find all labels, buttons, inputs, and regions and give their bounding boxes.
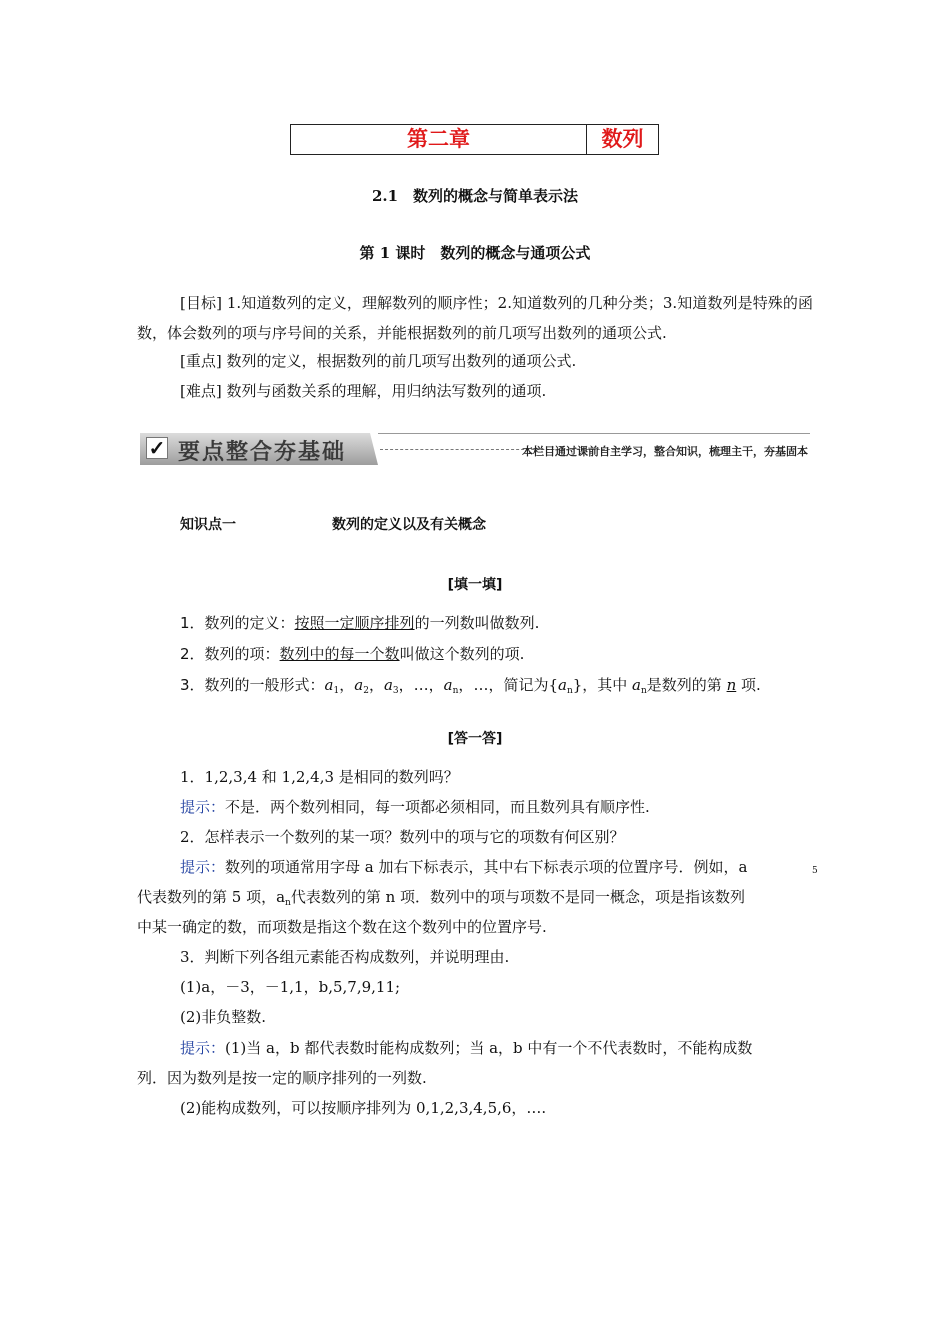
seq-sub-3: 3 [392,686,399,696]
seq-sub-1: 1 [333,686,340,696]
hint-label: 提示： [180,1039,226,1057]
fill-item-3-mid3: 是数列的第 [646,676,727,694]
knowledge-point-label: 知识点一 [180,517,236,533]
fill-item-3-mid2: }，其中 [572,676,633,694]
fill-item-3 [180,674,761,696]
goal-text: 1.知道数列的定义，理解数列的顺序性；2.知道数列的几种分类；3.知道数列是特殊的函数，体会数列的项与序号间的关系，并能根据数列的前几项写出数列的通项公式. [137,294,813,342]
answer-3-line-1 [180,1037,752,1058]
section-title: 2.1 数列的概念与简单表示法 [371,187,579,205]
subscript-n: n [285,898,291,908]
key-text: 数列的定义，根据数列的前几项写出数列的通项公式. [221,352,577,370]
banner-title: 要点整合夯基础 [178,440,347,465]
seq-a: a [557,676,567,694]
chapter-number: 第二章 [291,125,587,154]
fill-item-2-suffix: 叫做这个数列的项. [399,645,525,663]
seq-a: a [632,676,641,694]
fill-item-3-suffix: 项. [736,676,761,694]
seq-a: a [443,676,453,694]
answer-2-line-2-text: 代表数列的第 5 项，a [137,888,286,906]
answer-2-sub5 [812,856,818,876]
fill-item-3-answer: n [726,676,737,694]
key-point-line [137,346,813,376]
hint-label: 提示： [180,798,226,816]
fill-item-1-answer: 按照一定顺序排列 [294,614,415,632]
seq-dots: … [413,676,429,694]
section-banner [140,433,810,465]
seq-sub-n: n [566,686,573,696]
hard-label: [难点] [180,382,222,400]
answer-2-line-2b-text: 代表数列的第 n 项．数列中的项与项数不是同一概念，项是指该数列 [290,888,746,906]
seq-dots: … [473,676,489,694]
lesson-title: 第 1 课时 数列的概念与通项公式 [359,244,591,262]
seq-sep: ， [398,676,414,694]
seq-sub-2: 2 [363,686,369,696]
answer-2-line-3: 中某一确定的数，而项数是指这个数在这个数列中的位置序号. [137,918,547,936]
fill-item-1-prefix: 1．数列的定义： [180,614,295,632]
chapter-header-box [290,124,659,155]
seq-sub-n: n [641,686,647,696]
fill-item-3-prefix: 3．数列的一般形式： [180,676,325,694]
question-3-part-2: (2)非负整数. [180,1008,267,1026]
seq-sub-n: n [452,686,459,696]
chapter-title: 数列 [601,127,644,151]
banner-rule [378,433,810,434]
seq-sep: ， [458,676,474,694]
answer-2-line-1 [180,856,747,877]
hint-label: 提示： [180,858,226,876]
answer-2-line-2 [137,886,745,908]
seq-sep: ， [368,676,384,694]
fill-item-3-mid: ，简记为{ [488,676,558,694]
difficulty-line [137,376,813,406]
subscript-5: 5 [812,866,818,876]
answer-1 [180,796,650,817]
answer-3-line-3: (2)能构成数列，可以按顺序排列为 0,1,2,3,4,5,6，…. [180,1099,547,1117]
checkmark-icon: ✓ [146,437,168,459]
key-label: [重点] [180,352,222,370]
banner-note: 本栏目通过课前自主学习，整合知识，梳理主干，夯基固本 [522,445,808,458]
fill-item-1-suffix: 的一列数叫做数列. [414,614,540,632]
answer-2-line-1-text: 数列的项通常用字母 a 加右下标表示，其中右下标表示项的位置序号．例如，a [225,858,748,876]
question-3-part-1: (1)a，－3，－1,1，b,5,7,9,11; [180,978,401,996]
seq-a: a [324,676,334,694]
answer-3-line-1-text: (1)当 a，b 都代表数时能构成数列；当 a，b 中有一个不代表数时，不能构成数 [225,1039,753,1057]
fill-header: [填一填] [447,577,503,593]
fill-item-2 [180,643,524,664]
seq-a: a [383,676,393,694]
answer-3-line-2: 列．因为数列是按一定的顺序排列的一列数. [137,1069,427,1087]
question-3: 3．判断下列各组元素能否构成数列，并说明理由. [180,948,510,966]
seq-sep: ， [339,676,355,694]
seq-a: a [354,676,364,694]
fill-item-2-answer: 数列中的每一个数 [279,645,400,663]
question-2: 2．怎样表示一个数列的某一项？数列中的项与它的项数有何区别？ [180,828,625,846]
goal-label: [目标] [180,294,222,312]
answer-1-text: 不是．两个数列相同，每一项都必须相同，而且数列具有顺序性. [225,798,650,816]
question-1: 1．1,2,3,4 和 1,2,4,3 是相同的数列吗？ [180,768,459,786]
goals-paragraph [137,288,813,348]
qa-header: [答一答] [447,731,503,747]
seq-sep: ， [428,676,444,694]
knowledge-point-title: 数列的定义以及有关概念 [332,517,486,533]
fill-item-2-prefix: 2．数列的项： [180,645,280,663]
fill-item-1 [180,612,539,633]
hard-text: 数列与函数关系的理解，用归纳法写数列的通项. [221,382,547,400]
